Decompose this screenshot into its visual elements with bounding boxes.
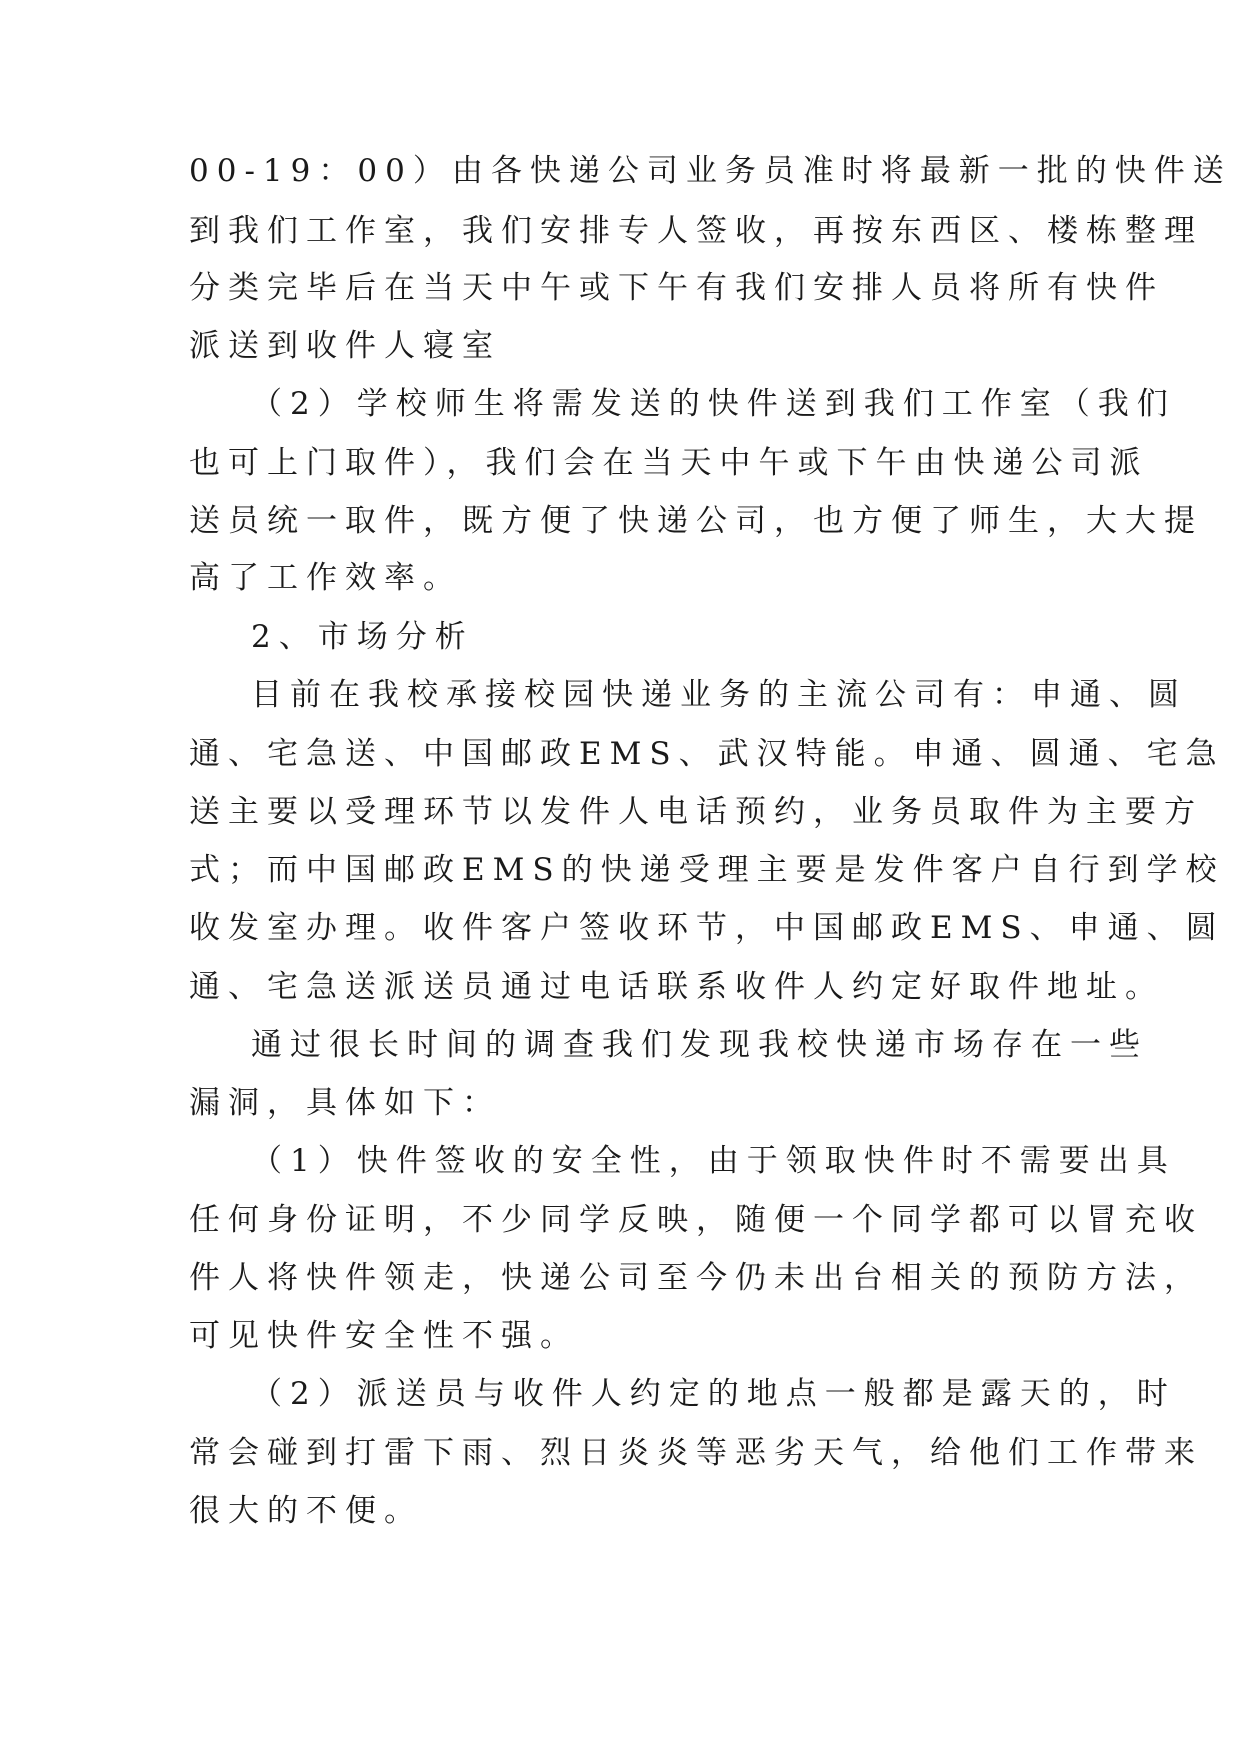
text-line: 件人将快件领走，快递公司至今仍未出台相关的预防方法，: [189, 1260, 1203, 1296]
text-line: 00-19：00）由各快递公司业务员准时将最新一批的快件送: [189, 153, 1232, 189]
text-line: 通过很长时间的调查我们发现我校快递市场存在一些: [251, 1027, 1148, 1063]
text-line: 目前在我校承接校园快递业务的主流公司有：申通、圆: [251, 677, 1187, 713]
text-line: （1）快件签收的安全性，由于领取快件时不需要出具: [251, 1143, 1176, 1179]
text-line: 通、宅急送、中国邮政EMS、武汉特能。申通、圆通、宅急: [189, 736, 1225, 772]
text-line: 派送到收件人寝室: [189, 328, 501, 364]
text-line: 常会碰到打雷下雨、烈日炎炎等恶劣天气，给他们工作带来: [189, 1435, 1203, 1471]
text-line: 送主要以受理环节以发件人电话预约，业务员取件为主要方: [189, 794, 1203, 830]
text-line: （2）派送员与收件人约定的地点一般都是露天的，时: [251, 1376, 1176, 1412]
text-line: 送员统一取件，既方便了快递公司，也方便了师生，大大提: [189, 503, 1203, 539]
section-heading: 2、市场分析: [251, 619, 474, 655]
text-line: 任何身份证明，不少同学反映，随便一个同学都可以冒充收: [189, 1202, 1203, 1238]
text-line: 很大的不便。: [189, 1493, 423, 1529]
text-line: 可见快件安全性不强。: [189, 1318, 579, 1354]
text-line: （2）学校师生将需发送的快件送到我们工作室（我们: [251, 386, 1176, 422]
text-line: 漏洞，具体如下：: [189, 1085, 501, 1121]
text-line: 也可上门取件），我们会在当天中午或下午由快递公司派: [189, 445, 1149, 481]
text-line: 通、宅急送派送员通过电话联系收件人约定好取件地址。: [189, 969, 1164, 1005]
text-line: 式；而中国邮政EMS的快递受理主要是发件客户自行到学校: [189, 852, 1225, 888]
text-line: 收发室办理。收件客户签收环节，中国邮政EMS、申通、圆: [189, 910, 1225, 946]
text-line: 分类完毕后在当天中午或下午有我们安排人员将所有快件: [189, 270, 1164, 306]
text-line: 高了工作效率。: [189, 560, 462, 596]
text-line: 到我们工作室，我们安排专人签收，再按东西区、楼栋整理: [189, 213, 1203, 249]
